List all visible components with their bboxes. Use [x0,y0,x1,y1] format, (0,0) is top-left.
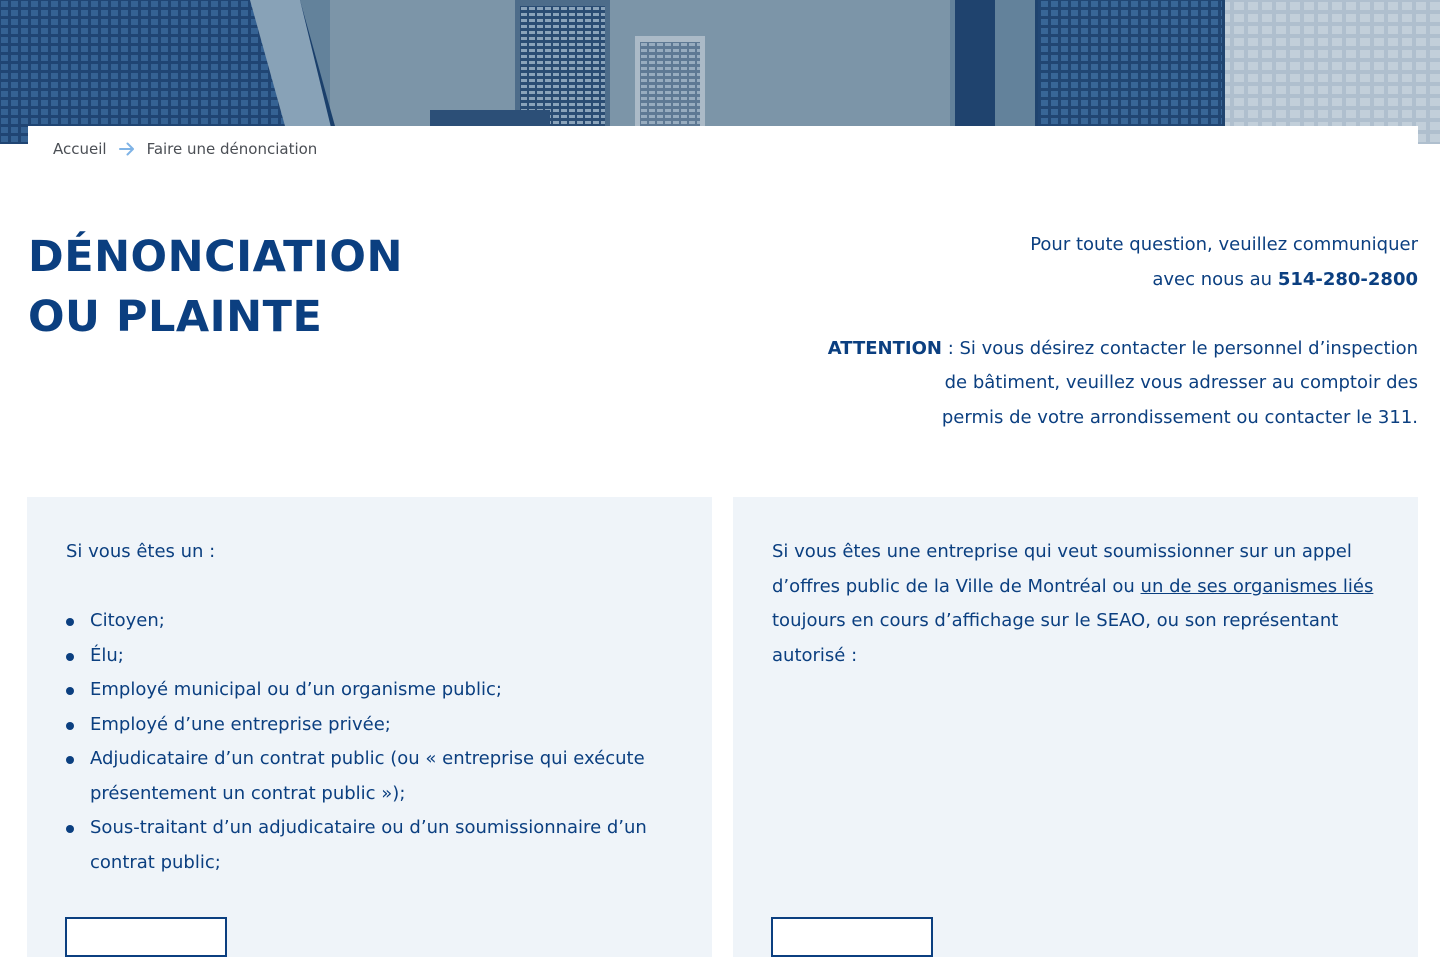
card-left-intro: Si vous êtes un : [66,541,216,562]
attention-text1: : Si vous désirez contacter le personnel d’inspection [941,337,1418,359]
attention-label: ATTENTION [827,337,942,359]
list-item: Adjudicataire d’un contrat public (ou « entreprise qui exécute présentement un contrat public »); [66,742,676,811]
breadcrumb-home-link[interactable]: Accueil [53,140,107,158]
contact-line1: Pour toute question, veuillez communiquer [1030,234,1418,255]
list-item: Employé d’une entreprise privée; [66,708,676,743]
list-item: Citoyen; [66,604,676,639]
list-item: Sous-traitant d’un adjudicataire ou d’un soumissionnaire d’un contrat public; [66,811,676,880]
card-bidders [733,497,1418,957]
arrow-right-icon [119,142,135,156]
list-item: Employé municipal ou d’un organisme public; [66,673,676,708]
breadcrumb-current: Faire une dénonciation [146,140,318,158]
attention-line2: de bâtiment, veuillez vous adresser au comptoir des [944,372,1418,393]
page-title-line2: OU PLAINTE [28,292,323,342]
breadcrumb [53,139,317,159]
card-left-list [66,604,676,880]
card-right-text-before: Si vous êtes une entreprise qui veut soumissionner sur un appel d’offres public de la Ville de Montréal ou [772,541,1352,597]
card-right-text [772,535,1382,673]
contact-line2 [778,263,1418,298]
page-title [28,227,403,347]
related-organizations-link[interactable]: un de ses organismes liés [1140,575,1374,597]
contact-phone: 514-280-2800 [1277,268,1418,290]
page-title-line1: DÉNONCIATION [28,232,403,282]
list-item: Élu; [66,639,676,674]
attention-line3: permis de votre arrondissement ou contacter le 311. [941,406,1418,428]
contact-info [778,228,1418,435]
contact-line2-prefix: avec nous au [1152,268,1278,290]
card-right-text-after: toujours en cours d’affichage sur le SEAO, ou son représentant autorisé : [772,610,1339,666]
card-left-button[interactable] [65,917,227,957]
hero-banner-image [0,0,1440,144]
card-individuals [27,497,712,957]
card-right-button[interactable] [771,917,933,957]
attention-line1 [778,332,1418,367]
